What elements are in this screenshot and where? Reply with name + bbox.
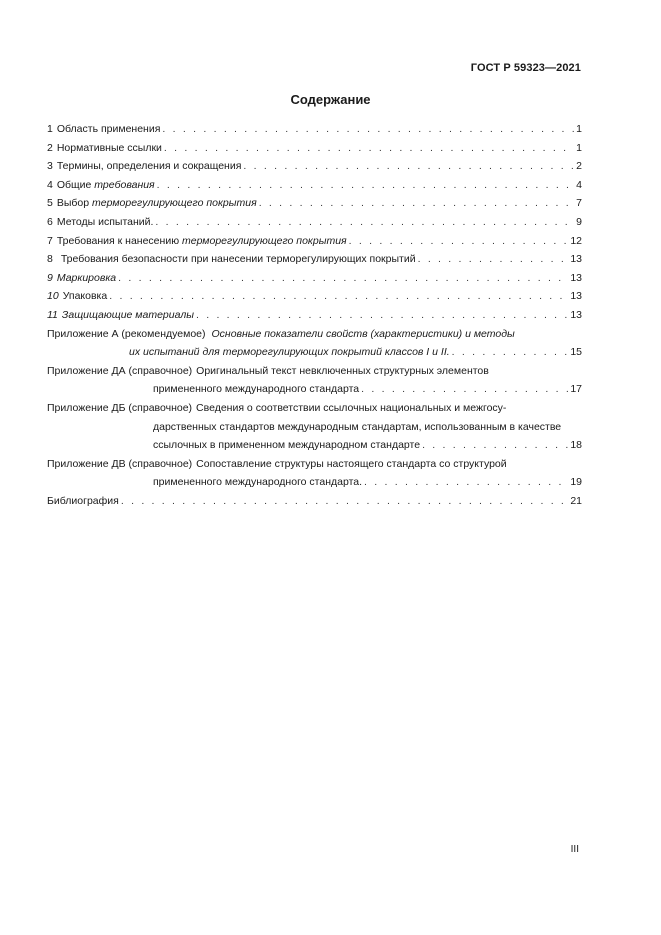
toc-appendix-db-last-line[interactable] — [47, 436, 582, 455]
dot-leader — [259, 194, 574, 213]
toc-entry-title: Область применения — [56, 123, 161, 135]
toc-entry-number: 1 — [47, 123, 53, 135]
toc-entry-1[interactable] — [47, 120, 582, 139]
dot-leader — [361, 380, 568, 399]
toc-entry-number: 10 — [47, 290, 59, 303]
toc-entry-number: 7 — [47, 234, 53, 247]
toc-entry-page: 7 — [576, 197, 582, 210]
toc-entry-6[interactable] — [47, 213, 582, 232]
toc-entry-4[interactable] — [47, 176, 582, 195]
toc-entry-5[interactable] — [47, 194, 582, 213]
appendix-title-line: Сведения о соответствии ссылочных национальных и межгосу- — [196, 401, 507, 414]
toc-entry-page: 15 — [570, 346, 582, 359]
toc-appendix-dv-last-line[interactable] — [47, 473, 582, 492]
toc-entry-number: 4 — [47, 178, 53, 191]
toc-entry-page: 9 — [576, 215, 582, 228]
toc-entry-title: Упаковка — [62, 290, 108, 303]
toc-entry-title-plain: Выбор — [56, 197, 93, 210]
toc-entry-title: Библиография — [47, 494, 119, 507]
dot-leader — [349, 232, 569, 251]
toc-bibliography[interactable] — [47, 492, 582, 511]
toc-entry-title — [57, 232, 347, 251]
appendix-label: Приложение ДБ (справочное) — [47, 401, 193, 414]
toc-entry-number: 3 — [47, 160, 53, 173]
dot-leader — [418, 250, 569, 269]
toc-entry-page: 4 — [576, 178, 582, 191]
toc-appendix-da-last-line[interactable] — [47, 380, 582, 399]
appendix-title-line: Основные показатели свойств (характеристики) и методы — [211, 327, 515, 340]
appendix-title-line: дарственных стандартов международным стандартам, использованным в качестве — [153, 420, 562, 433]
toc-entry-page: 17 — [570, 383, 582, 396]
toc-entry-2[interactable] — [47, 139, 582, 158]
toc-entry-number: 5 — [47, 197, 53, 210]
appendix-label: Приложение ДВ (справочное) — [47, 457, 193, 470]
toc-entry-11[interactable] — [47, 306, 582, 325]
appendix-title-line: примененного международного стандарта. — [153, 476, 363, 489]
appendix-label: Приложение А (рекомендуемое) — [47, 327, 206, 340]
dot-leader — [157, 176, 574, 195]
toc-appendix-a-last-line[interactable] — [47, 343, 582, 362]
toc-entry-page: 13 — [570, 253, 582, 266]
toc-entry-number: 6 — [47, 215, 53, 228]
page-number: III — [570, 844, 579, 855]
dot-leader — [121, 492, 568, 511]
toc-entry-title: Защищающие материалы — [61, 308, 194, 321]
toc-entry-page: 18 — [570, 439, 582, 452]
dot-leader — [196, 306, 568, 325]
toc-appendix-a[interactable] — [47, 325, 582, 344]
toc-entry-number: 11 — [47, 308, 58, 321]
toc-entry-number: 8 — [47, 253, 53, 266]
toc-entry-title-italic: терморегулирующего покрытия — [92, 197, 257, 210]
dot-leader — [155, 213, 574, 232]
dot-leader — [452, 343, 569, 362]
toc-entry-title-plain: Требования к нанесению — [56, 234, 182, 247]
dot-leader — [422, 436, 568, 455]
toc-entry-number: 9 — [47, 271, 53, 284]
toc-entry-page: 13 — [570, 308, 582, 321]
toc-entry-page: 13 — [570, 271, 582, 284]
toc-entry-page: 1 — [576, 141, 582, 154]
toc-entry-title-italic: требования — [94, 178, 155, 191]
toc-entry-3[interactable] — [47, 157, 582, 176]
appendix-title-line: Оригинальный текст невключенных структурных элементов — [196, 364, 489, 377]
toc-entry-title: Нормативные ссылки — [56, 141, 162, 154]
toc-entry-title: Методы испытаний. — [56, 215, 154, 228]
toc-entry-title-plain: Общие — [56, 178, 95, 191]
appendix-title-line: примененного международного стандарта — [153, 383, 360, 396]
toc-entry-title-italic: терморегулирующего покрытия — [181, 234, 347, 247]
dot-leader — [164, 139, 574, 158]
dot-leader — [118, 269, 568, 288]
appendix-label: Приложение ДА (справочное) — [47, 364, 193, 377]
table-of-contents — [47, 120, 582, 510]
toc-entry-title — [57, 194, 257, 213]
toc-appendix-db[interactable] — [47, 399, 582, 418]
toc-entry-page: 12 — [570, 234, 582, 247]
toc-appendix-db-line2 — [47, 418, 582, 437]
toc-title: Содержание — [290, 92, 371, 107]
dot-leader — [364, 473, 568, 492]
dot-leader — [162, 120, 574, 139]
standard-code: ГОСТ Р 59323—2021 — [470, 62, 581, 74]
toc-entry-page: 13 — [570, 290, 582, 303]
toc-entry-page: 2 — [576, 160, 582, 173]
toc-entry-10[interactable] — [47, 287, 582, 306]
appendix-title-line: Сопоставление структуры настоящего стандарта со структурой — [196, 457, 507, 470]
appendix-title-line: ссылочных в примененном международном стандарте — [153, 439, 421, 452]
toc-appendix-dv[interactable] — [47, 455, 582, 474]
toc-entry-7[interactable] — [47, 232, 582, 251]
toc-entry-page: 21 — [570, 494, 582, 507]
toc-entry-number: 2 — [47, 141, 53, 154]
dot-leader — [109, 287, 568, 306]
toc-entry-page: 1 — [576, 123, 582, 135]
dot-leader — [243, 157, 574, 176]
toc-entry-title: Термины, определения и сокращения — [56, 160, 242, 173]
appendix-title-line: их испытаний для терморегулирующих покрытий классов I и II. — [129, 346, 450, 359]
toc-entry-8[interactable] — [47, 250, 582, 269]
toc-entry-page: 19 — [570, 476, 582, 489]
toc-entry-title — [57, 176, 155, 195]
toc-entry-9[interactable] — [47, 269, 582, 288]
toc-entry-title: Маркировка — [56, 271, 117, 284]
toc-appendix-da[interactable] — [47, 362, 582, 381]
toc-entry-title: Требования безопасности при нанесении терморегулирующих покрытий — [60, 253, 416, 266]
